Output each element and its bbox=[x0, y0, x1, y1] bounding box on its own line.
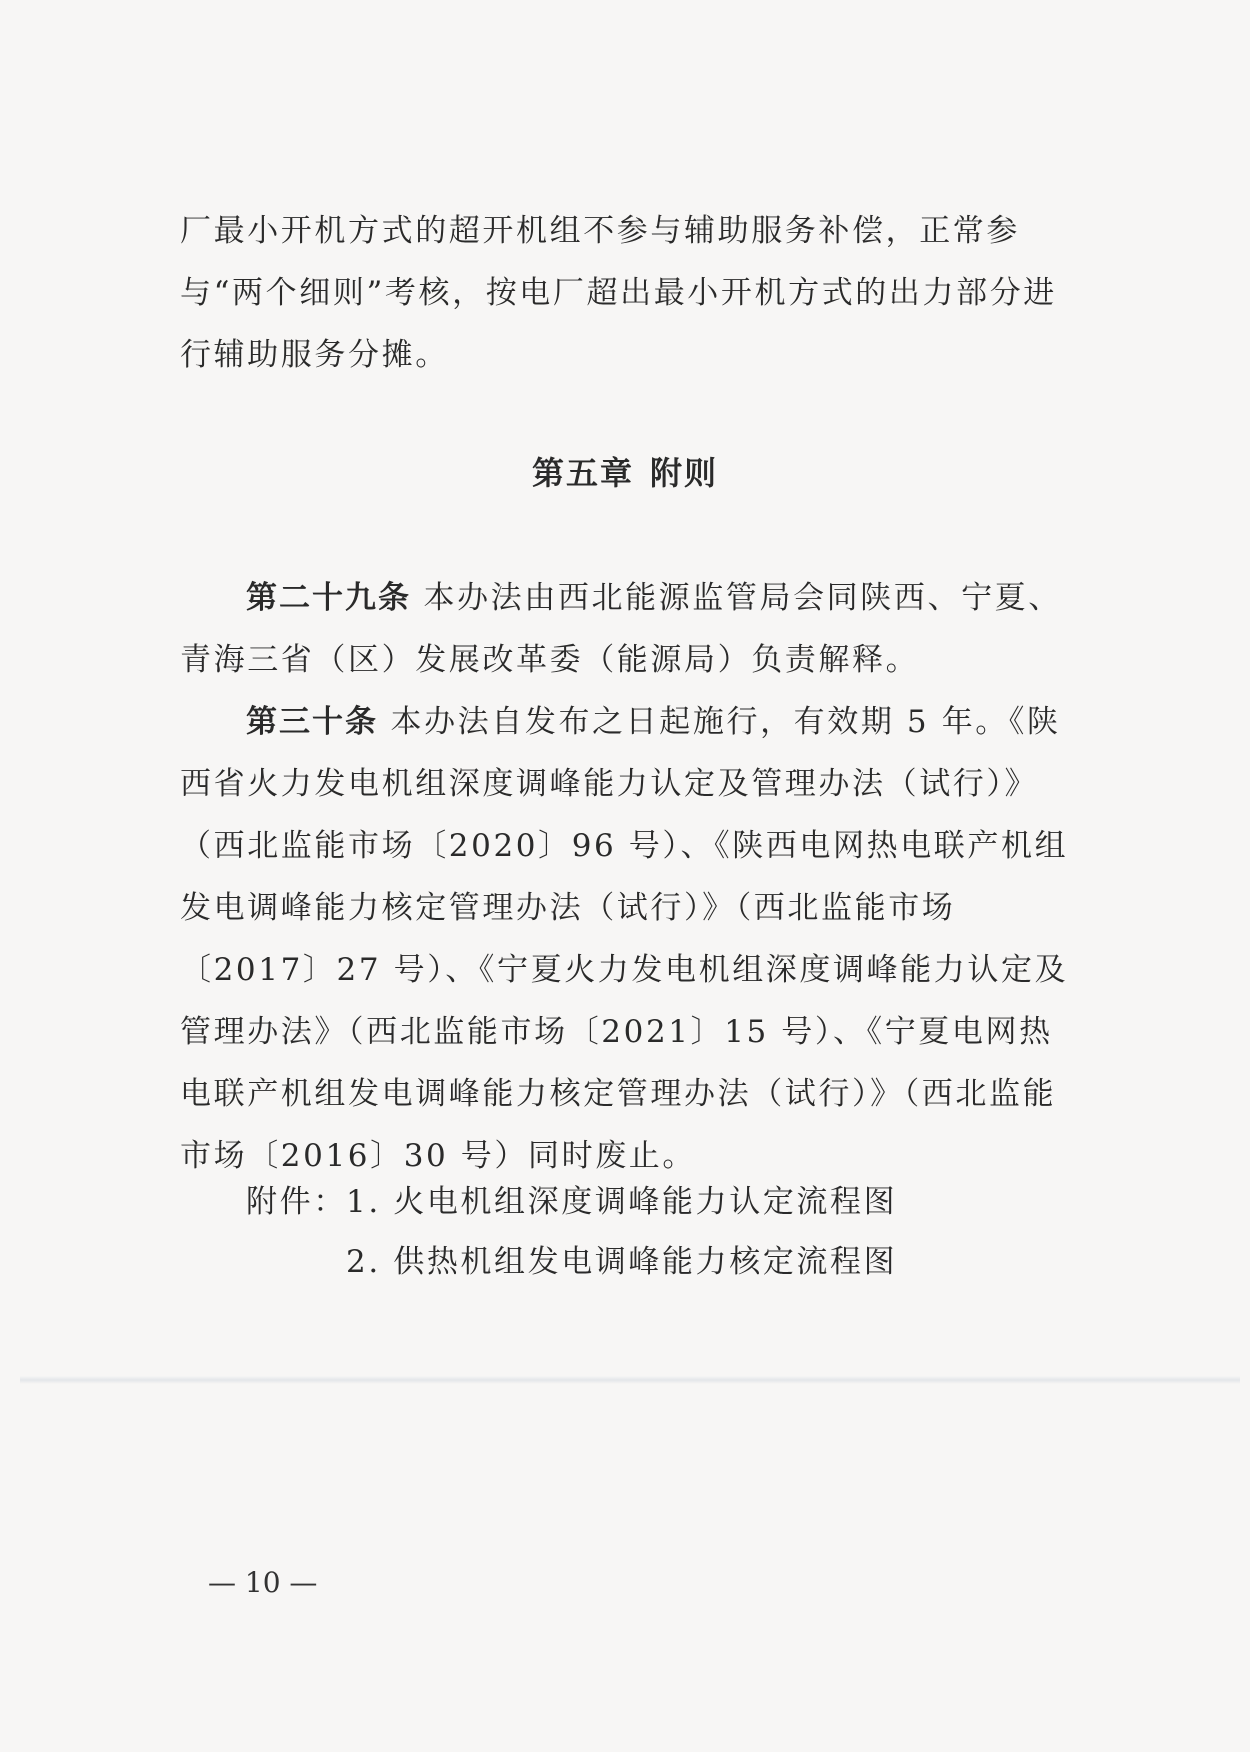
chapter-number: 第五章 bbox=[531, 454, 634, 492]
chapter-heading bbox=[0, 448, 1250, 494]
article-29-label: 第二十九条 bbox=[246, 580, 411, 616]
article-30 bbox=[180, 691, 1080, 1187]
attachment-item-2: 2. 供热机组发电调峰能力核定流程图 bbox=[346, 1244, 898, 1280]
article-30-text: 本办法自发布之日起施行，有效期 5 年。《陕西省火力发电机组深度调峰能力认定及管理办法（试行）》（西北监能市场〔2020〕96 号）、《陕西电网热电联产机组发电调峰能力核定管理办法（试行）》（西北监能市场〔2017〕27 号）、《宁夏火力发电机组深度调峰能力认定及管理办法》（西北监能市场〔2021〕15 号）、《宁夏电网热电联产机组发电调峰能力核定管理办法（试行）》（西北监能市场〔2016〕30 号）同时废止。 bbox=[180, 704, 1069, 1174]
attachments-label: 附件： bbox=[246, 1184, 347, 1220]
paragraph-continuation: 厂最小开机方式的超开机组不参与辅助服务补偿，正常参与“两个细则”考核，按电厂超出最小开机方式的出力部分进行辅助服务分摊。 bbox=[180, 213, 1057, 373]
scan-artifact-line bbox=[20, 1376, 1240, 1384]
page-number: — 10 — bbox=[208, 1566, 318, 1599]
article-30-label: 第三十条 bbox=[246, 704, 378, 740]
chapter-title: 附则 bbox=[650, 454, 719, 492]
article-29-text: 本办法由西北能源监管局会同陕西、宁夏、青海三省（区）发展改革委（能源局）负责解释。 bbox=[180, 580, 1062, 678]
article-29 bbox=[180, 567, 1080, 691]
attachment-item-1: 1. 火电机组深度调峰能力认定流程图 bbox=[346, 1184, 898, 1220]
